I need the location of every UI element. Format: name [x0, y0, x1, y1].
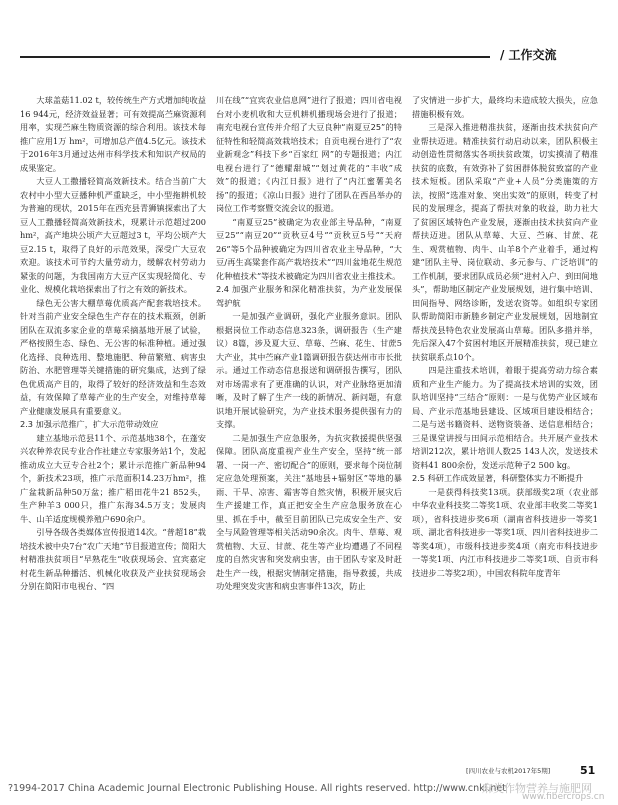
subsection-heading: 2.5 科研工作成效显著，科研整体实力不断提升	[412, 473, 584, 483]
header-rule	[20, 56, 490, 58]
watermark-url: www.fibercrops.cn	[522, 792, 605, 802]
paragraph: 二是加强生产应急服务，为抗灾救援提供坚强保障。团队高度重视产业生产安全，坚持“统一部署、一岗一产、密切配合”的原则，要求每个岗位制定应急处理预案，关注“基地县+辐射区”等地的暴雨、干旱、凉害、霜害等自然灾情，积极开展灾后生产援建工作，真正把安全生产应急服务放在心里、抓在手中，截至目前团队已完成安全生产、安全与风险管理等相关活动90余次。肉牛、草莓、观赏植物、大豆、甘蔗、花生等产业均遭遇了不同程度的自然灾害和突发病虫害，由于团队专家及时赶赴生产一线，根据灾情制定措施，指导救援，共成功处理突发灾害和病虫害事件13次，防止	[216, 432, 402, 591]
paragraph: 大球盖菇11.02 t，较传统生产方式增加纯收益16 944元，经济效益显著；可有效提高苎麻资源利用率，实现苎麻生物质资源的综合利用。该技术每推广应用1万 hm²，可增加总产值4.5亿元。该技术于2016年3月通过达州市科学技术和知识产权局的成果鉴定。	[20, 95, 206, 173]
page-footer	[0, 764, 618, 780]
section-title: / 工作交流	[500, 48, 557, 62]
copyright-notice: ?1994-2017 China Academic Journal Electronic Publishing House. All rights reserved. http://www.cnki.net	[8, 783, 506, 794]
paragraph: 大豆人工撒播轻简高效新技术。结合当前广大农村中小型大豆播种机严重缺乏，中小型拖耕机较为普遍的现状，2015年在西充县青狮镇探索出了大豆人工撒播轻简高效新技术，现累计示范超过200 hm²，高产地块公顷产大豆超过3 t，平均公顷产大豆2.15 t，取得了良好的示范效果，深受广大豆农欢迎。该技术可节约大量劳动力，缓解农村劳动力紧张的问题，为我国南方大豆产区实现轻简化、专业化、规模化栽培探索出了行之有效的新技术。	[20, 176, 206, 294]
paragraph: “南夏豆25”被确定为农业部主导品种，“南夏豆25”“南豆20”“贡秋豆4号”“贡秋豆5号”“天府26”等5个品种被确定为四川省农业主导品种，“大豆/再生高粱套作高产栽培技术”“四川盆地花生规范化种植技术”等技术被确定为四川省农业主推技术。	[216, 216, 402, 281]
paragraph-continued: 了灾情进一步扩大，最终均未造成较大损失，应急措施积极有效。	[412, 95, 598, 119]
paragraph: 绿色无公害大棚草莓优质高产配套栽培技术。针对当前产业安全绿色生产存在的技术瓶颈，创新团队在双流多家企业的草莓采摘基地开展了试验，严格按照生态、绿色、无公害的标准种植。通过强化选择、良种选用、整地施肥、种苗繁殖、病害虫防治、水肥管理等关键措施的研究集成，达到了绿色优质高产目的，取得了较好的经济效益和生态效益，有效保障了草莓产业的生产安全，对维持草莓产业健康发展具有重要意义。	[20, 297, 206, 416]
watermark	[482, 780, 612, 804]
paragraph: 引导各级各类媒体宣传报道14次。“普超18”栽培技术被中央7台“农广天地”节目报道宣传；简阳大村精准扶贫项目“早熟花生”收获现场会、宜宾嘉定村花生新品种播活、机械化收获及产业扶贫现场会分别在简阳市电视台、“四	[20, 527, 206, 591]
page-header	[0, 44, 618, 70]
paragraph: 建立基地示范县11个、示范基地38个，在蓬安兴农种养农民专业合作社建立专家服务站1个，发起推动成立大豆专合社2个；累计示范推广新品种94个，新技术23项，推广示范面积14.23万hm²，推广盆栽新品种50万盆；推广稻田花牛21 852头，生产种羊3 000只，推广东海34.5万支；发展肉牛、山羊适度规模养殖户690余户。	[20, 432, 206, 524]
paragraph: 一是获得科技奖13项。获部级奖2项（农业部中华农业科技奖二等奖1项、农业部丰收奖二等奖1项），省科技进步奖6项（湖南省科技进步一等奖1项、湖北省科技进步一等奖1项、四川省科技进步二等奖4项），市级科技进步奖4项（南充市科技进步一等奖1项、内江市科技进步二等奖1项、自贡市科技进步二等奖2项），中国农科院年度青年	[412, 486, 598, 578]
text-column-right	[412, 94, 598, 764]
paragraph: 一是加强产业调研，强化产业服务意识。团队根据岗位工作动态信息323条，调研报告（生产建议）8篇，涉及夏大豆、草莓、苎麻、花生、甘蔗5大产业，其中苎麻产业1篇调研报告获达州市市长批示。通过工作动态信息报送和调研报告撰写，团队对市场需求有了更准确的认识，对产业脉络更加清晰，及时了解了生产一线的新情况、新问题，有意识地开展试验研究，为产业技术服务提供强有力的支撑。	[216, 311, 402, 429]
journal-name: [四川农业与农机2017年5期]	[466, 767, 551, 775]
paragraph: 四是注重技术培训，着眼于提高劳动力综合素质和产业生产能力。为了提高技术培训的实效，团队培训坚持“三结合”原则：一是与优势产业区域布局、产业示范基地县建设、区域项目建设相结合；二是与送书籍资料、送物资装备、送信息相结合；三是课堂讲授与田间示范相结合。共开展产业技术培训212次，累计培训人数25 143人次，发送技术资料41 800余份，发送示范种子2 500 kg。	[412, 365, 598, 470]
paragraph: 三是深入推进精准扶贫，逐渐由技术扶贫向产业帮扶迈进。精准扶贫行动启动以来，团队积极主动创造性贯彻落实各项扶贫政策，切实摸清了精准扶贫的底数，有效弥补了贫困群体脱贫致富的产业技术短板。团队采取“产业+人员”分类施策的方法，按照“选准对象、突出实效”的原则，转变了村民的发展理念，提高了帮扶对象的收益，助力社大了贫困区域特色产业发展，逐渐由技术扶贫向产业帮扶迈进。团队从草莓、大豆、苎麻、甘蔗、花生、观赏植物、肉牛、山羊8个产业着手，通过构建“团队主导、岗位联动、多元参与、广泛培训”的工作机制，要求团队成员必须“进村入户、到田间地头”，帮助地区制定产业发展规划，进行集中培训、田间指导、网络诊断，发送农资等。如组织专家团队帮助简阳市新塍乡制定产业发展规划，因地制宜帮扶茂县特色农业发展高山草莓。团队多措并举，先后深入47个贫困村地区开展精准扶贫，现已建立扶贫联系点10个。	[412, 122, 598, 362]
watermark-title: 麻类作物营养与施肥网	[482, 782, 592, 795]
paragraph-continued: 川在线”“宜宾农业信息网”进行了报道；四川省电视台对小麦机收和大豆机耕机播现场会进行了报道；南充电视台宣传并介绍了大豆良种“南夏豆25”的特征特性和轻简高效栽培技术；自贡电视台进行了“农业新观念”科技下乡“百家红 网”的专题报道；内江电视台进行了“德耀甜城”“划过黄花的“丰收”成效”的报道；《内江日报》进行了“内江蜜薯美名扬”的报道；《凉山日报》进行了团队在西昌举办的岗位工作考察暨交流会议的报道。	[216, 95, 402, 213]
text-column-left	[20, 94, 206, 764]
subsection-heading: 2.4 加强产业服务和深化精准扶贫，为产业发展保驾护航	[216, 284, 402, 308]
text-column-middle	[216, 94, 402, 764]
subsection-heading: 2.3 加强示范推广，扩大示范带动效应	[20, 419, 159, 429]
page-number: 51	[580, 764, 596, 777]
